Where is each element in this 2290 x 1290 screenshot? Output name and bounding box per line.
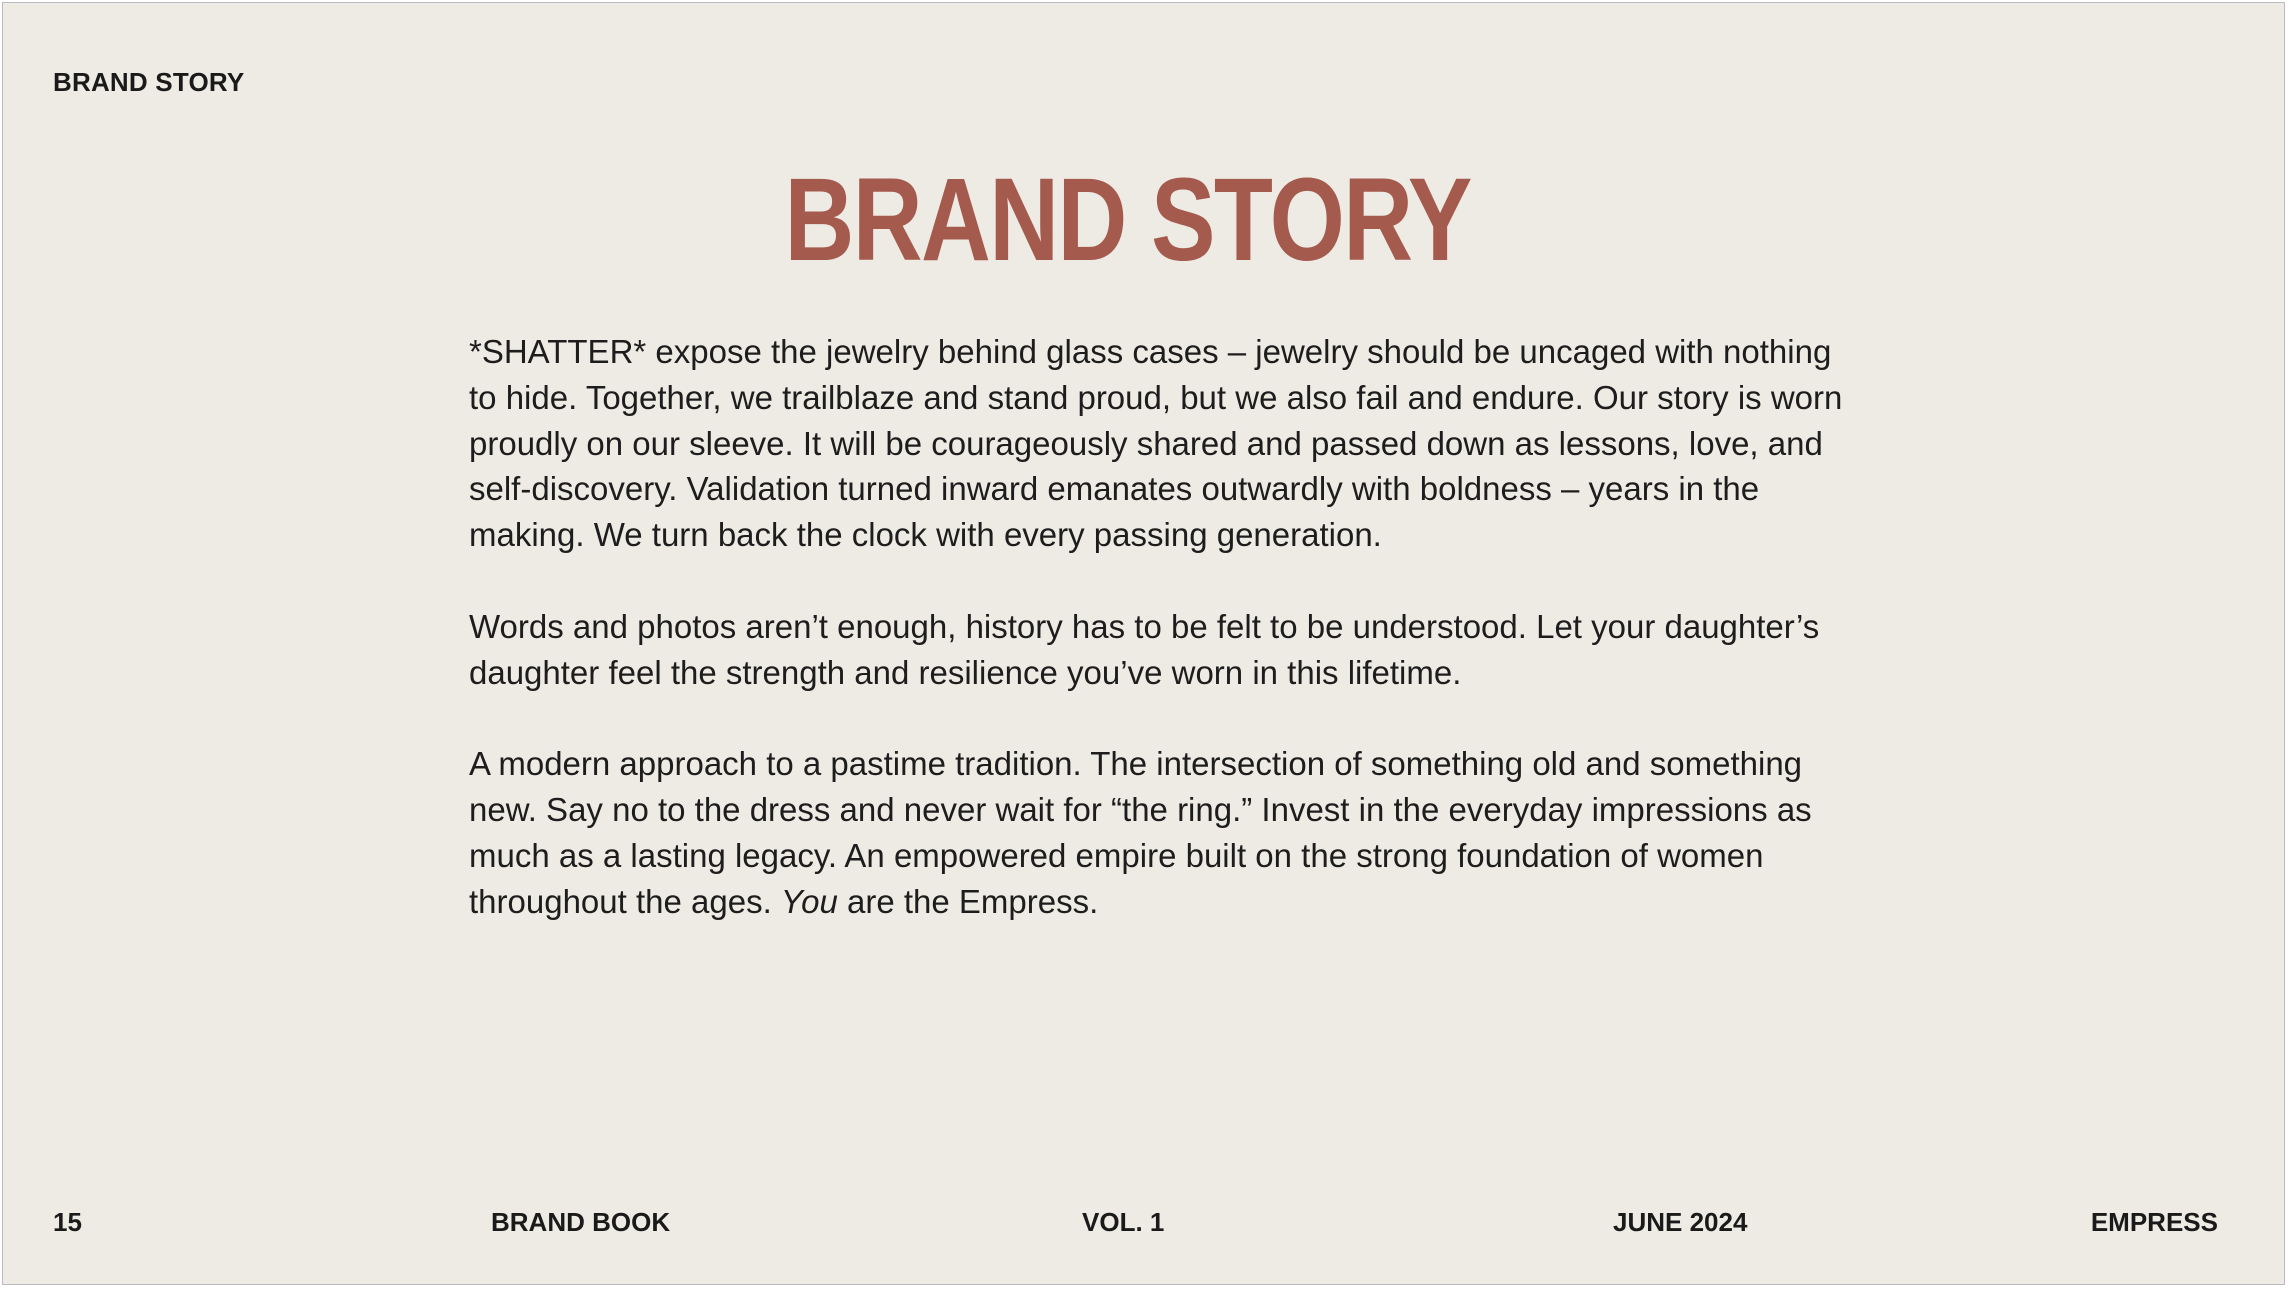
paragraph-3-text-after: are the Empress. [837,882,1099,920]
brand-book-page [2,2,2285,1285]
footer-brand: EMPRESS [2090,1207,2218,1237]
brand-story-body [469,329,1849,924]
footer-page-number: 15 [53,1207,82,1237]
footer-publication: BRAND BOOK [491,1207,671,1237]
footer-volume: VOL. 1 [1082,1207,1165,1237]
paragraph-1: *SHATTER* expose the jewelry behind glass cases – jewelry should be uncaged with nothing to hide. Together, we trailblaze and stand proud, but we also fail and endure. Our story is worn proudly on our sleeve. It will be courageously shared and passed down as lessons, love, and self-discovery. Validation turned inward emanates outwardly with boldness – years in the making. We turn back the clock with every passing generation. [469,333,1843,554]
paragraph-2: Words and photos aren’t enough, history has to be felt to be understood. Let your daughter’s daughter feel the strength and resilience you’ve worn in this lifetime. [469,607,1820,691]
paragraph-3-emphasis: You [780,882,838,920]
section-label: BRAND STORY [53,67,245,97]
footer-date: JUNE 2024 [1613,1207,1748,1237]
paragraph-3 [469,741,1849,924]
page-title: BRAND STORY [784,154,1471,286]
paragraph-3-text-before: A modern approach to a pastime tradition. The intersection of something old and something new. Say no to the dress and never wait for “the ring.” Invest in the everyday impressions as much as a lasting legacy. An empowered empire built on the strong foundation of women throughout the ages. [469,745,1812,920]
